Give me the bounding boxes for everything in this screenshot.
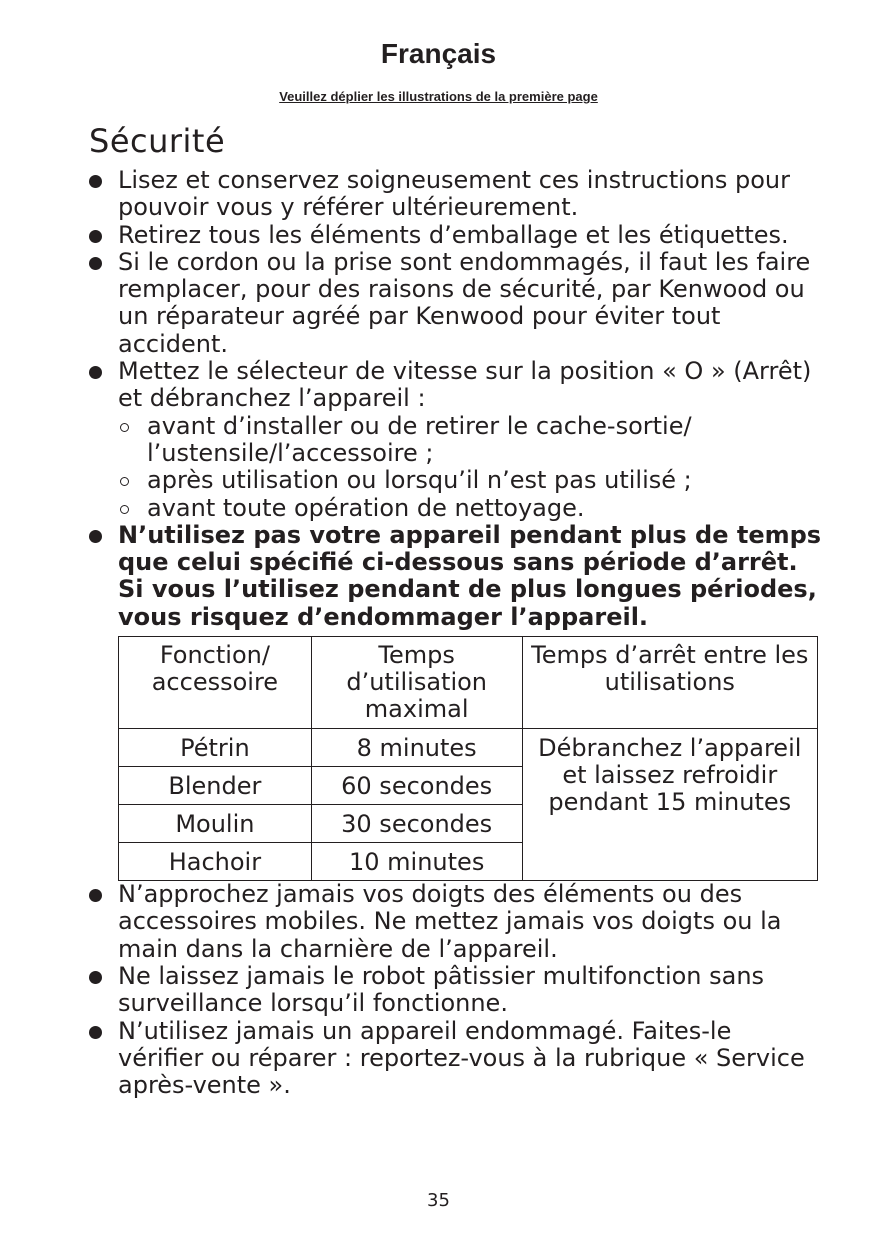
cell-max-time: 30 secondes [311,805,522,843]
section-title: Sécurité [89,122,226,160]
sub-item: avant d’installer ou de retirer le cache-sortie/ l’ustensile/l’accessoire ; [118,413,824,468]
cell-function: Pétrin [119,729,312,767]
cell-function: Hachoir [119,843,312,881]
speed-instruction: Mettez le sélecteur de vitesse sur la position « O » (Arrêt) et débranchez l’appareil : [118,357,812,413]
header-rest-time: Temps d’arrêt entre les utilisations [522,637,817,729]
table-row [119,729,818,767]
bullet-item: N’approchez jamais vos doigts des éléments ou des accessoires mobiles. Ne mettez jamais vos doigts ou la main dans la charnière de l’appareil. [89,881,824,963]
header-function: Fonction/ accessoire [119,637,312,729]
table-header-row [119,637,818,729]
safety-list-continued [89,881,824,1099]
cell-max-time: 10 minutes [311,843,522,881]
safety-list [89,167,824,631]
cell-function: Blender [119,767,312,805]
bullet-item: Ne laissez jamais le robot pâtissier multifonction sans surveillance lorsqu’il fonctionne. [89,963,824,1018]
bullet-item-speed [89,358,824,522]
safety-content [89,167,824,1099]
bullet-item: Si le cordon ou la prise sont endommagés, il faut les faire remplacer, pour des raisons de sécurité, par Kenwood ou un réparateur agréé par Kenwood pour éviter tout accident. [89,249,824,358]
cell-rest-time: Débranchez l’appareil et laissez refroidir pendant 15 minutes [522,729,817,881]
fold-out-note: Veuillez déplier les illustrations de la première page [279,89,598,104]
cell-function: Moulin [119,805,312,843]
cell-max-time: 60 secondes [311,767,522,805]
bullet-item-warning: N’utilisez pas votre appareil pendant plus de temps que celui spécifié ci-dessous sans période d’arrêt. Si vous l’utilisez pendant de plus longues périodes, vous risquez d’endommager l’appareil. [89,522,824,631]
sub-item: avant toute opération de nettoyage. [118,495,824,522]
bullet-item: Retirez tous les éléments d’emballage et les étiquettes. [89,222,824,249]
usage-time-table [118,636,818,881]
language-heading: Français [380,38,497,69]
header-max-time: Temps d’utilisation maximal [311,637,522,729]
bullet-item: N’utilisez jamais un appareil endommagé. Faites-le vérifier ou réparer : reportez-vous à la rubrique « Service après-vente ». [89,1018,824,1100]
cell-max-time: 8 minutes [311,729,522,767]
sub-list [118,413,824,522]
page-number: 35 [427,1190,450,1211]
bullet-item: Lisez et conservez soigneusement ces instructions pour pouvoir vous y référer ultérieurement. [89,167,824,222]
sub-item: après utilisation ou lorsqu’il n’est pas utilisé ; [118,467,824,494]
